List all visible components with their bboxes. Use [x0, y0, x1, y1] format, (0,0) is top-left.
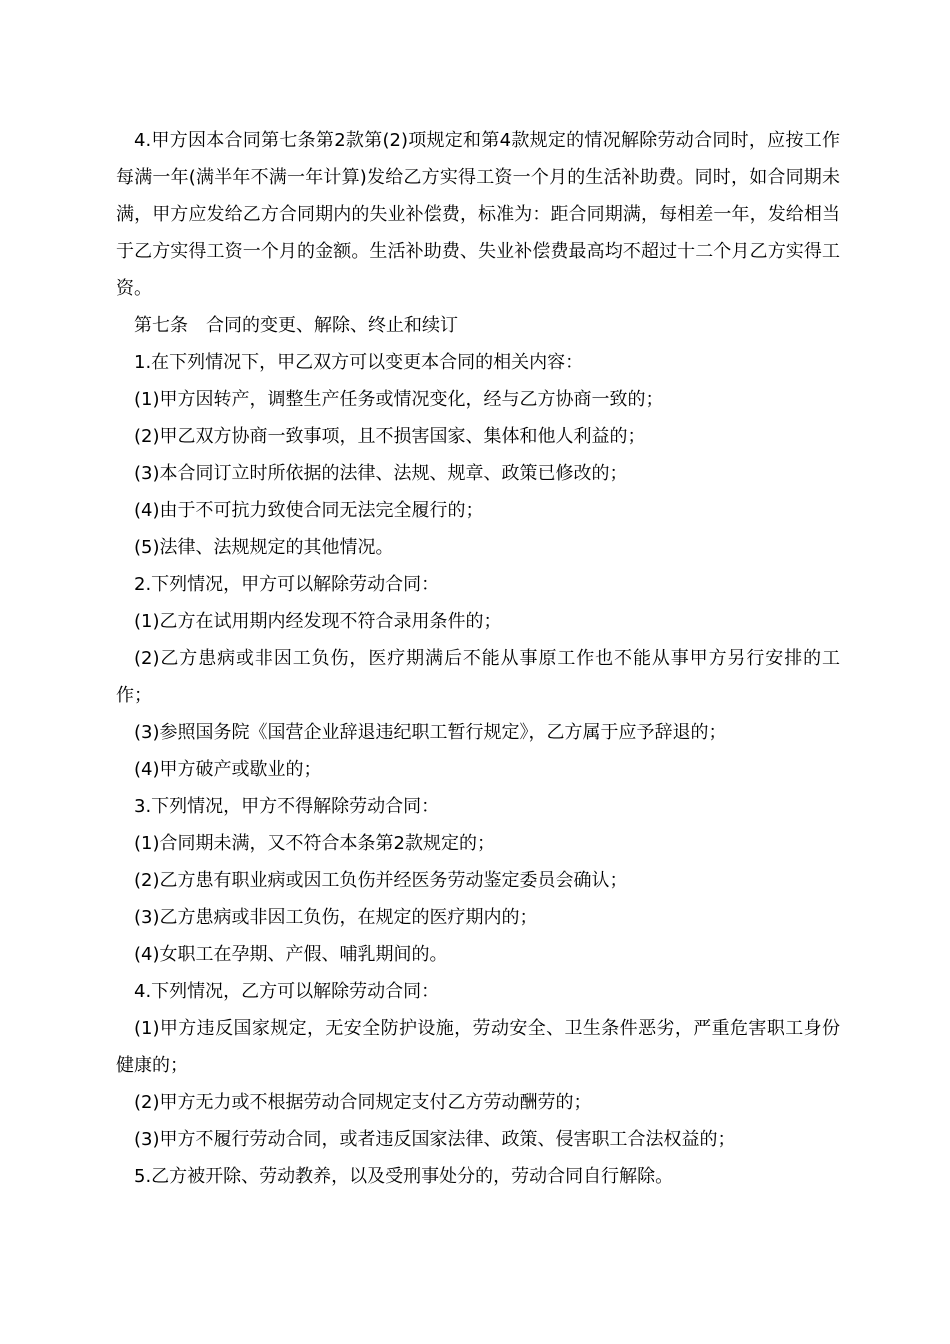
- clause-4-item-1: (1)甲方违反国家规定，无安全防护设施，劳动安全、卫生条件恶劣，严重危害职工身份健康的；: [116, 1018, 840, 1076]
- clause-2-item-4: (4)甲方破产或歇业的；: [134, 759, 322, 780]
- clause-5: 5.乙方被开除、劳动教养，以及受刑事处分的，劳动合同自行解除。: [134, 1166, 674, 1187]
- clause-1-item-1: (1)甲方因转产，调整生产任务或情况变化，经与乙方协商一致的；: [134, 389, 664, 410]
- clause-3-item-4: (4)女职工在孕期、产假、哺乳期间的。: [134, 944, 448, 965]
- clause-3-item-2: (2)乙方患有职业病或因工负伤并经医务劳动鉴定委员会确认；: [134, 870, 628, 891]
- document-page: [116, 122, 840, 1195]
- clause-3-item-3: (3)乙方患病或非因工负伤，在规定的医疗期内的；: [134, 907, 538, 928]
- article-7-heading: 第七条 合同的变更、解除、终止和续订: [134, 315, 458, 336]
- clause-1-item-4: (4)由于不可抗力致使合同无法完全履行的；: [134, 500, 484, 521]
- clause-4-item-3: (3)甲方不履行劳动合同，或者违反国家法律、政策、侵害职工合法权益的；: [134, 1129, 736, 1150]
- clause-3: 3.下列情况，甲方不得解除劳动合同：: [134, 796, 440, 817]
- clause-2-item-3: (3)参照国务院《国营企业辞退违纪职工暂行规定》，乙方属于应予辞退的；: [134, 722, 727, 743]
- clause-1-item-5: (5)法律、法规规定的其他情况。: [134, 537, 394, 558]
- clause-3-item-1: (1)合同期未满，又不符合本条第2款规定的；: [134, 833, 495, 854]
- paragraph-4-subsidy: 4.甲方因本合同第七条第2款第(2)项规定和第4款规定的情况解除劳动合同时，应按工作每满一年(满半年不满一年计算)发给乙方实得工资一个月的生活补助费。同时，如合同期未满，甲方应发给乙方合同期内的失业补偿费，标准为：距合同期满，每相差一年，发给相当于乙方实得工资一个月的金额。生活补助费、失业补偿费最高均不超过十二个月乙方实得工资。: [116, 130, 840, 299]
- clause-1: 1.在下列情况下，甲乙双方可以变更本合同的相关内容：: [134, 352, 584, 373]
- clause-2-item-1: (1)乙方在试用期内经发现不符合录用条件的；: [134, 611, 502, 632]
- clause-4-item-2: (2)甲方无力或不根据劳动合同规定支付乙方劳动酬劳的；: [134, 1092, 592, 1113]
- clause-2-item-2: (2)乙方患病或非因工负伤，医疗期满后不能从事原工作也不能从事甲方另行安排的工作；: [116, 648, 840, 706]
- clause-1-item-2: (2)甲乙双方协商一致事项，且不损害国家、集体和他人利益的；: [134, 426, 646, 447]
- clause-4: 4.下列情况，乙方可以解除劳动合同：: [134, 981, 440, 1002]
- clause-1-item-3: (3)本合同订立时所依据的法律、法规、规章、政策已修改的；: [134, 463, 628, 484]
- clause-2: 2.下列情况，甲方可以解除劳动合同：: [134, 574, 440, 595]
